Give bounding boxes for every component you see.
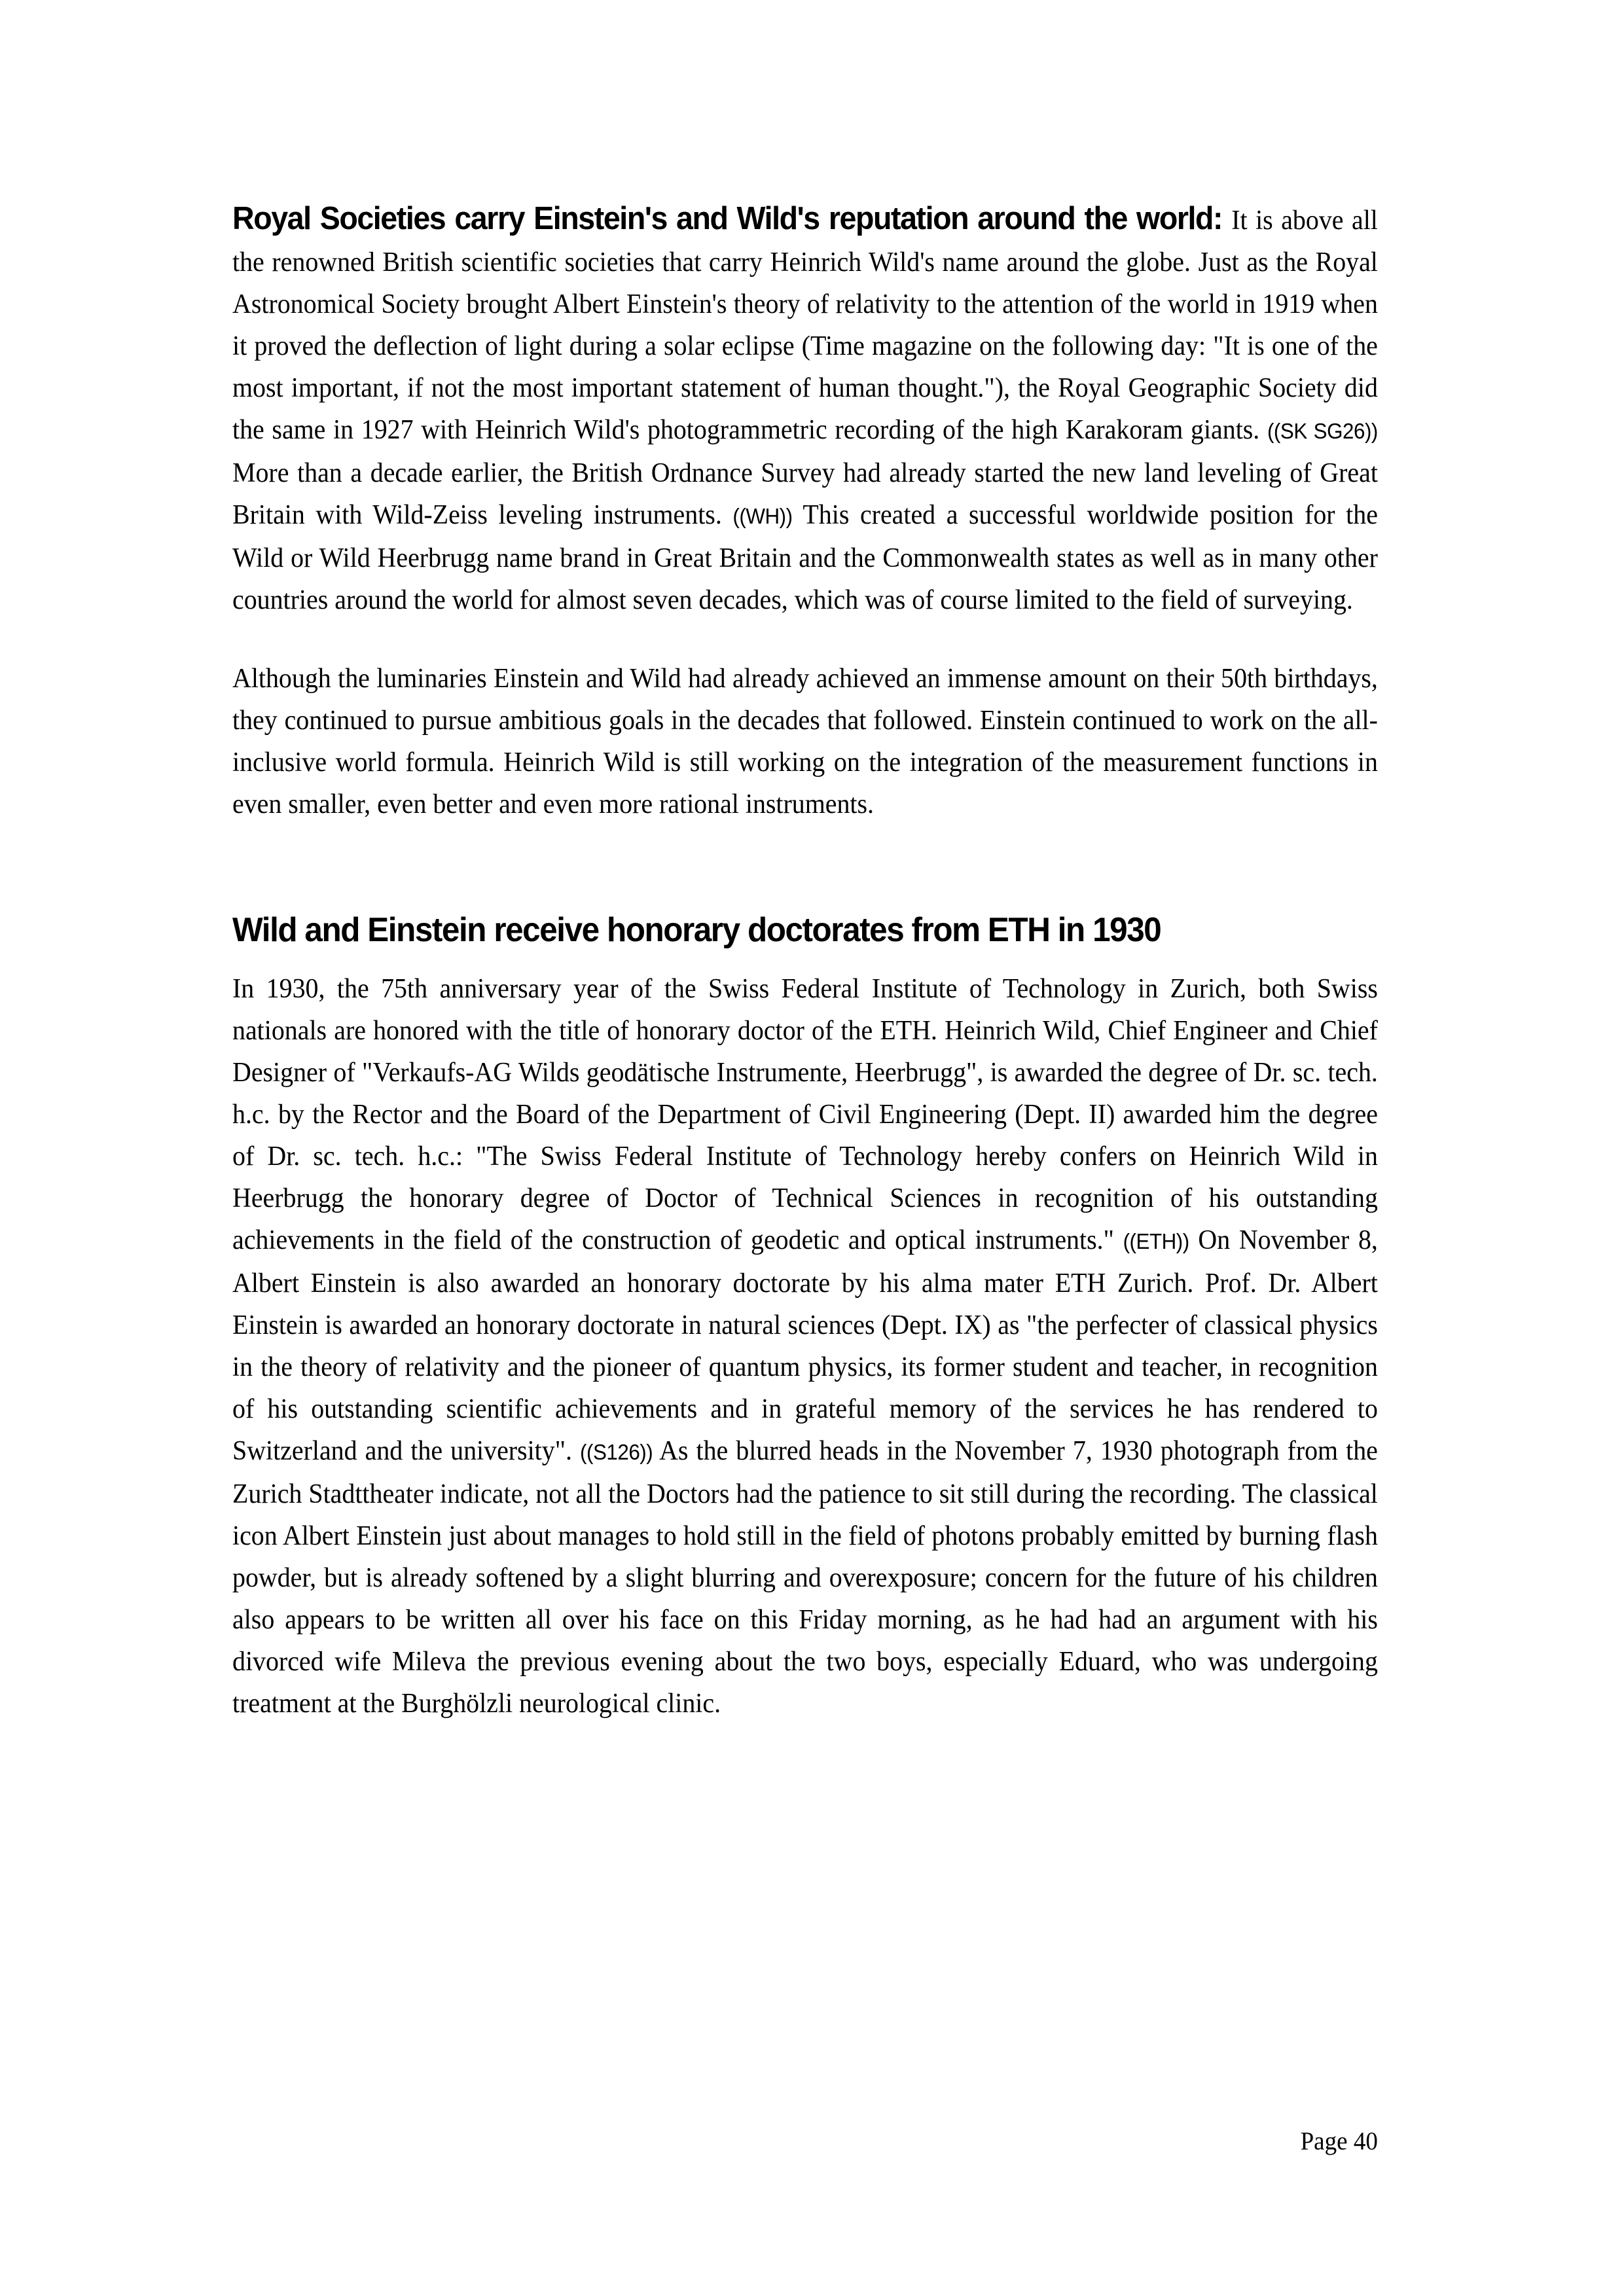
paragraph-text: It is above all the renowned British scientific societies that carry Heinrich Wild's name around the globe. Just as the Royal Astronomical Society brought Albert Einstein's theory of relativity to the attention of the world in 1919 when it proved the deflection of light during a solar eclipse (Time magazine on the following day: "It is one of the most important, if not the most important statement of human thought."), the Royal Geographic Society did the same in 1927 with Heinrich Wild's photogrammetric recording of the high Karakoram giants.	[232, 206, 1378, 445]
paragraph-royal-societies	[232, 198, 1378, 621]
text-column	[232, 198, 1378, 1761]
source-annotation-eth: ((ETH))	[1123, 1229, 1189, 1253]
paragraph-text: As the blurred heads in the November 7, 1930 photograph from the Zurich Stadttheater indicate, not all the Doctors had the patience to sit still during the recording. The classical icon Albert Einstein just about manages to hold still in the field of photons probably emitted by burning flash powder, but is already softened by a slight blurring and overexposure; concern for the future of his children also appears to be written all over his face on this Friday morning, as he had had an argument with his divorced wife Mileva the previous evening about the two boys, especially Eduard, who was undergoing treatment at the Burghölzli neurological clinic.	[232, 1436, 1378, 1719]
source-annotation-s126: ((S126))	[580, 1440, 653, 1464]
paragraph-text: More than a decade earlier, the British Ordnance Survey had already started the new land leveling of Great Britain with Wild-Zeiss leveling instruments.	[232, 458, 1378, 530]
paragraph-luminaries	[232, 658, 1378, 825]
paragraph-text: This created a successful worldwide position for the Wild or Wild Heerbrugg name brand in Great Britain and the Commonwealth states as well as in many other countries around the world for almost seven decades, which was of course limited to the field of surveying.	[232, 500, 1378, 615]
page-number: Page 40	[1300, 2127, 1378, 2155]
paragraph-eth-doctorates	[232, 968, 1378, 1725]
page-footer	[232, 2126, 1378, 2157]
section-heading: Wild and Einstein receive honorary doctorates from ETH in 1930	[232, 911, 1161, 949]
run-in-heading: Royal Societies carry Einstein's and Wild's reputation around the world:	[232, 201, 1232, 236]
source-annotation-wh: ((WH))	[732, 504, 793, 528]
source-annotation-sk-sg26: ((SK SG26))	[1267, 419, 1378, 443]
paragraph-text: In 1930, the 75th anniversary year of the Swiss Federal Institute of Technology in Zurich, both Swiss nationals are honored with the title of honorary doctor of the ETH. Heinrich Wild, Chief Engineer and Chief Designer of "Verkaufs-AG Wilds geodätische Instrumente, Heerbrugg", is awarded the degree of Dr. sc. tech. h.c. by the Rector and the Board of the Department of Civil Engineering (Dept. II) awarded him the degree of Dr. sc. tech. h.c.: "The Swiss Federal Institute of Technology hereby confers on Heinrich Wild in Heerbrugg the honorary degree of Doctor of Technical Sciences in recognition of his outstanding achievements in the field of the construction of geodetic and optical instruments."	[232, 974, 1378, 1255]
paragraph-text: Although the luminaries Einstein and Wild had already achieved an immense amount on their 50th birthdays, they continued to pursue ambitious goals in the decades that followed. Einstein continued to work on the all-inclusive world formula. Heinrich Wild is still working on the integration of the measurement functions in even smaller, even better and even more rational instruments.	[232, 664, 1378, 819]
paragraph-text: On November 8, Albert Einstein is also awarded an honorary doctorate by his alma mater ETH Zurich. Prof. Dr. Albert Einstein is awarded an honorary doctorate in natural sciences (Dept. IX) as "the perfecter of classical physics in the theory of relativity and the pioneer of quantum physics, its former student and teacher, in recognition of his outstanding scientific achievements and in grateful memory of the services he has rendered to Switzerland and the university".	[232, 1225, 1378, 1466]
